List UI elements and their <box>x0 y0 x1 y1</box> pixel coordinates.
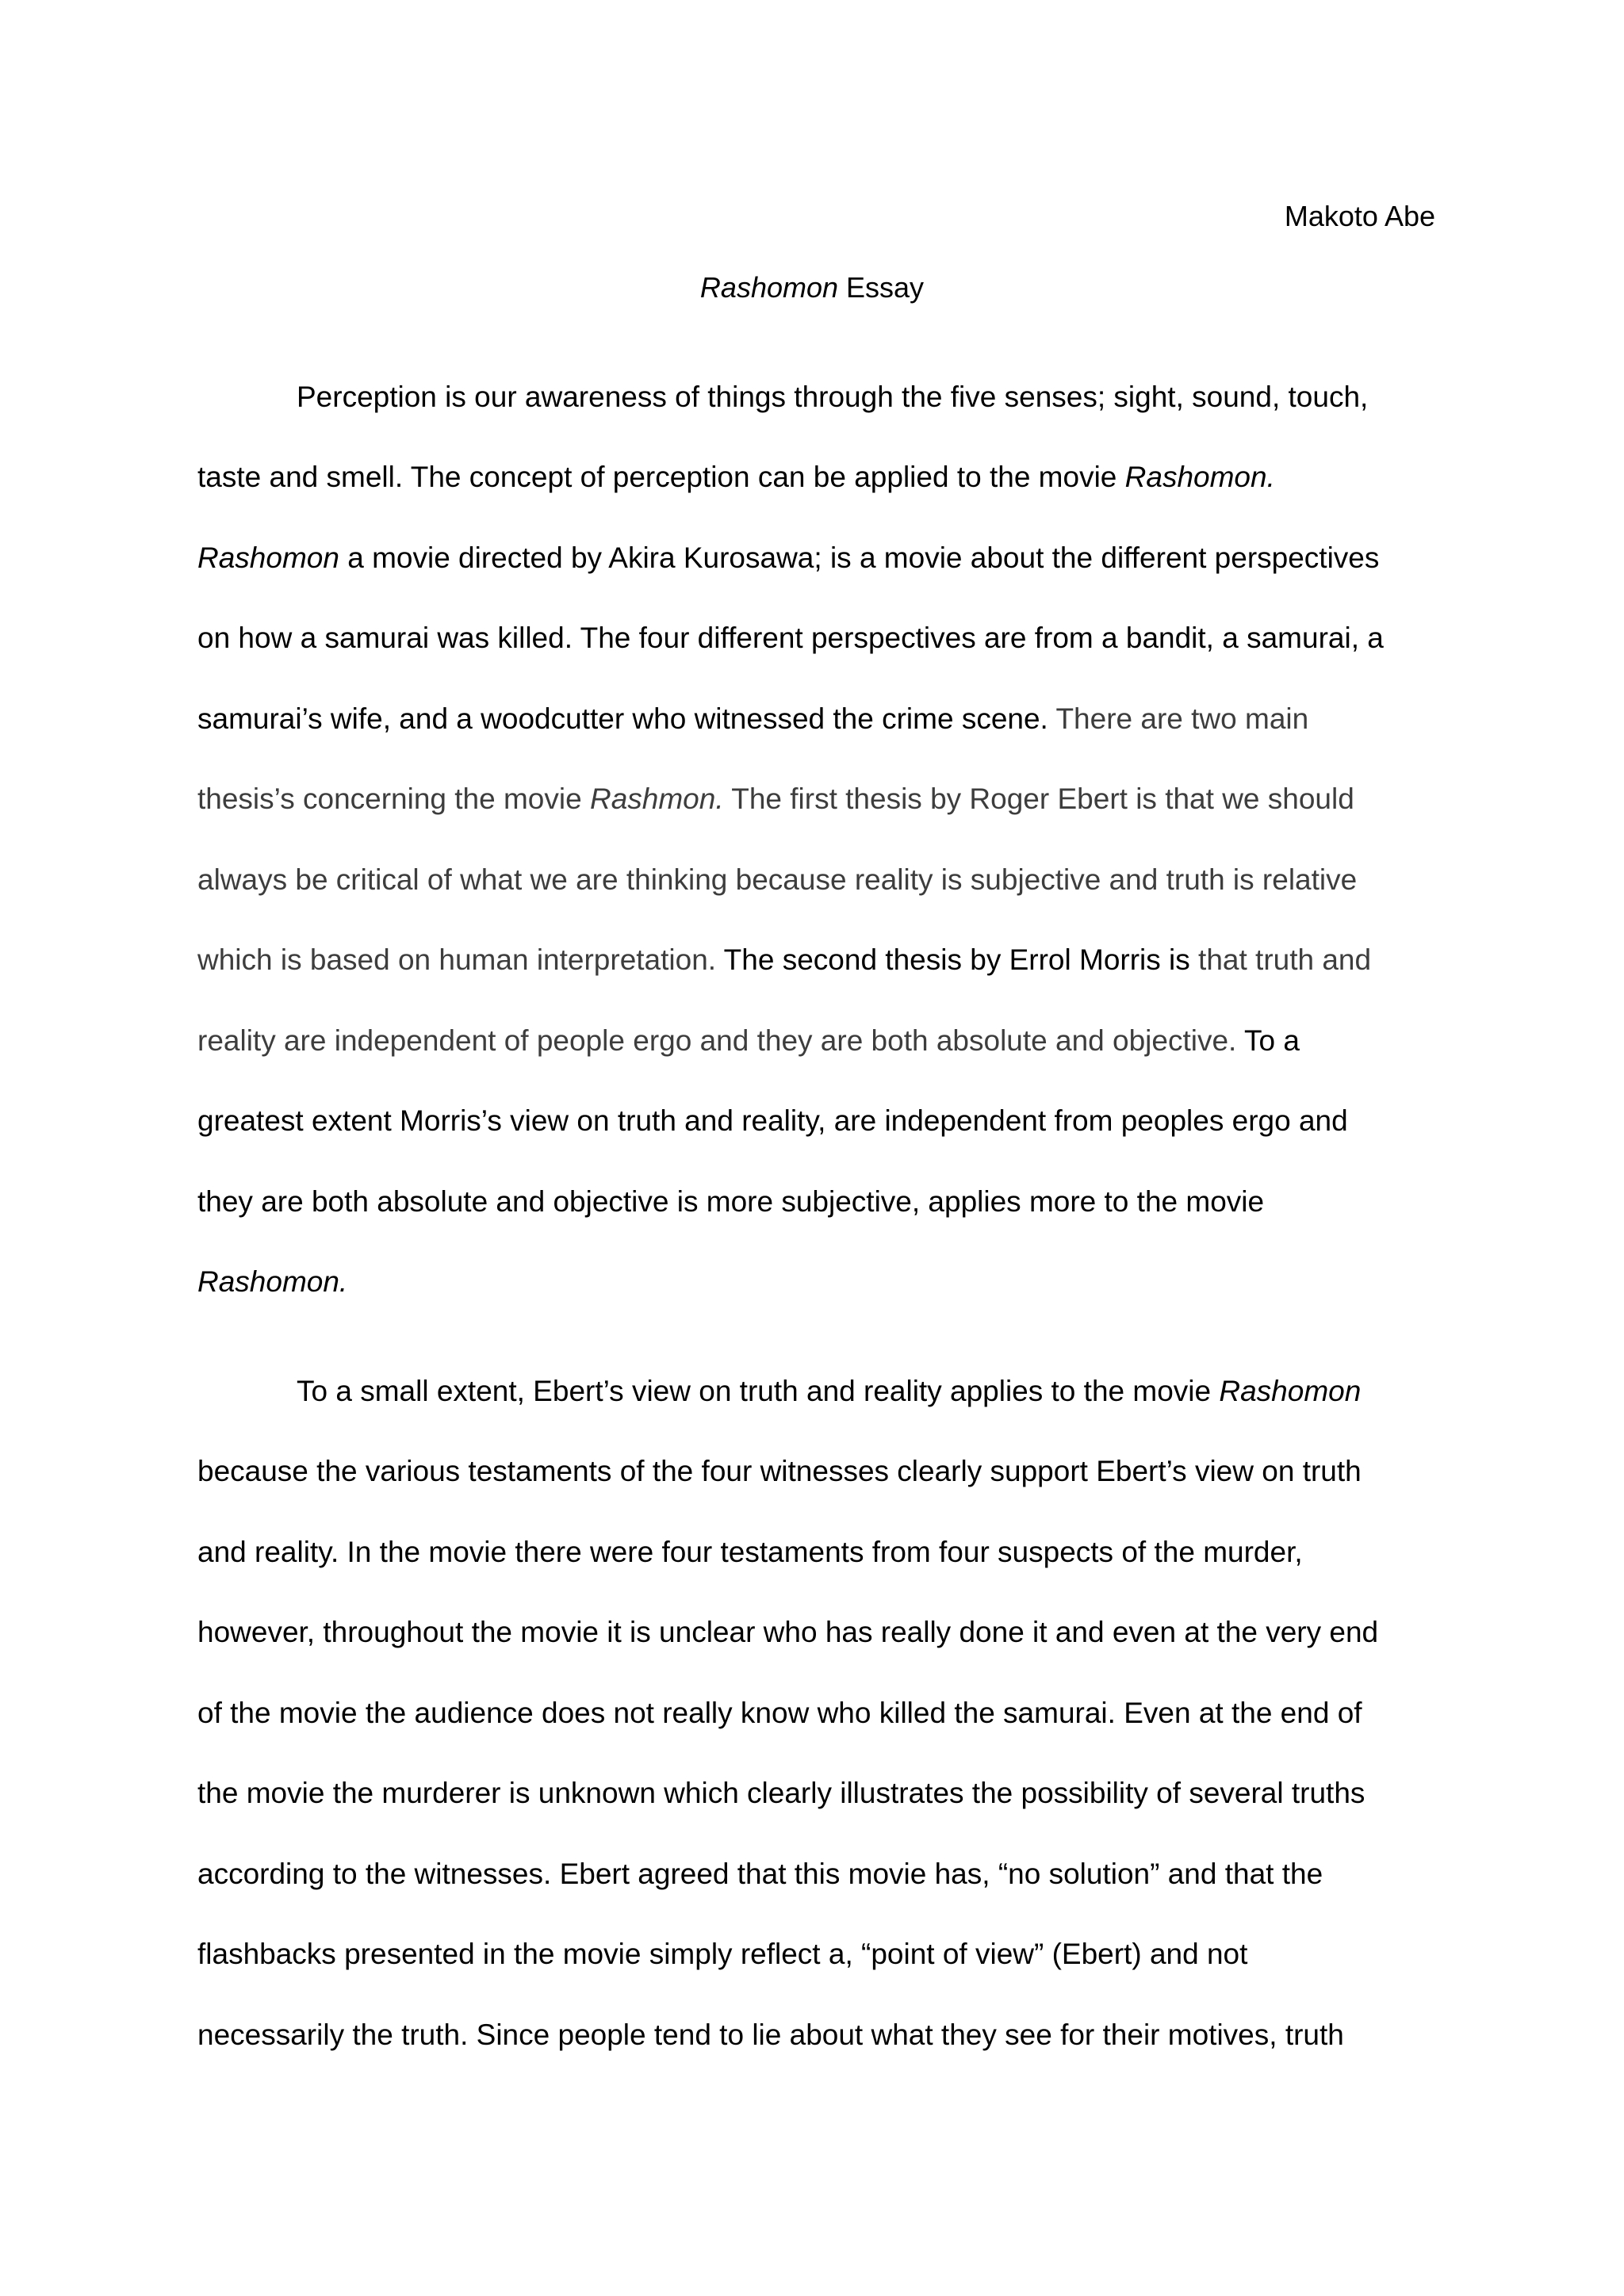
p1-line-4: on how a samurai was killed. The four different perspectives are from a bandit, a samurai, a <box>197 622 1384 654</box>
p1-line-3-text: a movie directed by Akira Kurosawa; is a movie about the different perspectives <box>339 541 1380 574</box>
essay-title-italic: Rashomon <box>699 271 839 304</box>
p1-line-12 <box>197 1261 347 1303</box>
essay-title <box>0 266 1624 309</box>
p1-line-3 <box>197 537 1379 580</box>
p1-line-5-gray: There are two main <box>1048 702 1309 735</box>
author-name: Makoto Abe <box>1284 200 1435 232</box>
p1-line-9-text: To a <box>1236 1024 1300 1057</box>
p1-line-8-gray: which is based on human interpretation. <box>197 943 717 976</box>
p2-line-7: according to the witnesses. Ebert agreed that this movie has, “no solution” and that the <box>197 1858 1323 1890</box>
essay-title-rest: Essay <box>838 271 925 304</box>
p1-line-7: always be critical of what we are thinking because reality is subjective and truth is relative <box>197 863 1358 896</box>
p2-line-8: flashbacks presented in the movie simply reflect a, “point of view” (Ebert) and not <box>197 1938 1248 1970</box>
p1-line-2-text: taste and smell. The concept of perception can be applied to the movie <box>197 461 1125 493</box>
p2-line-4: however, throughout the movie it is unclear who has really done it and even at the very end <box>197 1616 1379 1648</box>
p1-line-5 <box>197 698 1308 740</box>
p2-line-1-text: To a small extent, Ebert’s view on truth and reality applies to the movie <box>297 1375 1220 1407</box>
p1-line-2-italic: Rashomon. <box>1124 461 1275 493</box>
p1-line-8-text: The second thesis by Errol Morris is <box>716 943 1190 976</box>
p2-line-9: necessarily the truth. Since people tend to lie about what they see for their motives, truth <box>197 2019 1344 2051</box>
p1-line-8-gray-end: that truth and <box>1189 943 1372 976</box>
p1-line-6-text: thesis’s concerning the movie <box>197 783 590 815</box>
p2-line-3: and reality. In the movie there were four testaments from four suspects of the murder, <box>197 1536 1303 1568</box>
p1-line-9-gray: reality are independent of people ergo and they are both absolute and objective. <box>197 1024 1237 1057</box>
p1-line-5-text: samurai’s wife, and a woodcutter who witnessed the crime scene. <box>197 702 1048 735</box>
p1-line-8 <box>197 939 1371 982</box>
p2-line-1-italic: Rashomon <box>1219 1375 1362 1407</box>
p1-line-6-rest: The first thesis by Roger Ebert is that we should <box>723 783 1354 815</box>
p1-line-1: Perception is our awareness of things through the five senses; sight, sound, touch, <box>297 381 1369 413</box>
p1-line-6-italic: Rashmon. <box>589 783 724 815</box>
p2-line-2: because the various testaments of the four witnesses clearly support Ebert’s view on truth <box>197 1455 1362 1487</box>
p1-line-12-italic: Rashomon. <box>197 1265 348 1298</box>
p1-line-3-italic: Rashomon <box>197 541 339 574</box>
p2-line-1 <box>297 1370 1361 1413</box>
p1-line-6 <box>197 778 1354 821</box>
p1-line-9 <box>197 1020 1300 1062</box>
p2-line-6: the movie the murderer is unknown which clearly illustrates the possibility of several truths <box>197 1777 1365 1809</box>
p1-line-2 <box>197 456 1275 499</box>
p1-line-11: they are both absolute and objective is more subjective, applies more to the movie <box>197 1185 1265 1218</box>
p2-line-5: of the movie the audience does not really know who killed the samurai. Even at the end of <box>197 1697 1362 1729</box>
p1-line-10: greatest extent Morris’s view on truth and reality, are independent from peoples ergo and <box>197 1104 1348 1137</box>
